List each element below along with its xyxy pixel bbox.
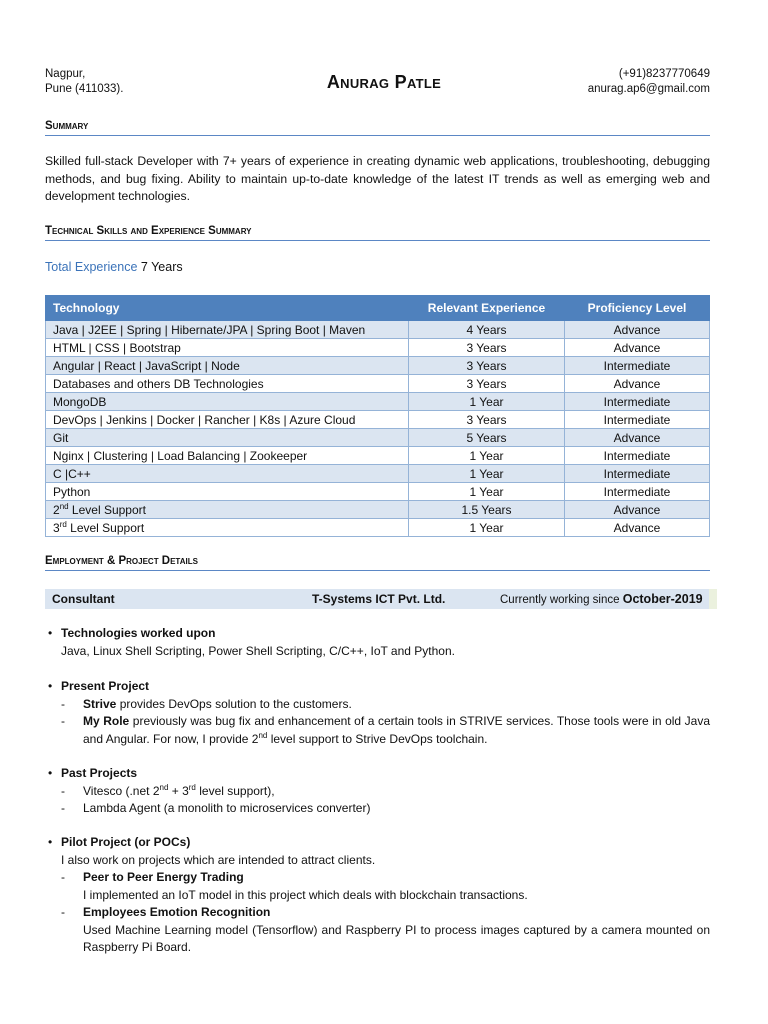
technology-cell: 3rd Level Support [46, 519, 409, 537]
technology-cell: C |C++ [46, 465, 409, 483]
employment-start-date: October-2019 [622, 592, 703, 606]
pilot-intro: I also work on projects which are intended to attract clients. [61, 852, 376, 867]
experience-cell: 5 Years [409, 429, 565, 447]
experience-cell: 1 Year [409, 483, 565, 501]
table-row [46, 483, 710, 501]
technologies-text: Java, Linux Shell Scripting, Power Shell Scripting, C/C++, IoT and Python. [61, 643, 455, 658]
list-item: - Strive provides DevOps solution to the customers. [61, 696, 352, 711]
proficiency-cell: Intermediate [565, 447, 710, 465]
bar-end-accent [709, 589, 717, 609]
table-row [46, 375, 710, 393]
pilot-2-text: Used Machine Learning model (Tensorflow) and Raspberry PI to process images captured by a camera mounted on Raspberry Pi Board. [83, 922, 710, 954]
table-header-row [46, 296, 710, 321]
table-row [46, 447, 710, 465]
proficiency-cell: Intermediate [565, 393, 710, 411]
column-header-technology: Technology [46, 296, 409, 321]
technology-cell: DevOps | Jenkins | Docker | Rancher | K8s | Azure Cloud [46, 411, 409, 429]
technology-cell: MongoDB [46, 393, 409, 411]
technology-cell: Nginx | Clustering | Load Balancing | Zookeeper [46, 447, 409, 465]
skills-heading: Technical Skills and Experience Summary [45, 225, 710, 241]
past-projects-block [45, 765, 710, 818]
proficiency-cell: Advance [565, 519, 710, 537]
technology-cell: Databases and others DB Technologies [46, 375, 409, 393]
list-item: - My Role previously was bug fix and enhancement of a certain tools in STRIVE services. Those tools were in old Java and Angular. For now, I provide 2nd level support to Strive DevOps toolchain. [61, 714, 710, 746]
technologies-block [45, 625, 710, 660]
table-row [46, 429, 710, 447]
technology-cell: Java | J2EE | Spring | Hibernate/JPA | Spring Boot | Maven [46, 321, 409, 339]
present-project-block [45, 678, 710, 748]
proficiency-cell: Advance [565, 429, 710, 447]
technology-cell: HTML | CSS | Bootstrap [46, 339, 409, 357]
job-summary-bar [45, 589, 717, 609]
experience-cell: 4 Years [409, 321, 565, 339]
experience-cell: 1 Year [409, 519, 565, 537]
table-row [46, 321, 710, 339]
proficiency-cell: Intermediate [565, 357, 710, 375]
technology-cell: Python [46, 483, 409, 501]
list-item: - Vitesco (.net 2nd + 3rd level support), [61, 782, 275, 798]
proficiency-cell: Advance [565, 339, 710, 357]
experience-cell: 1 Year [409, 447, 565, 465]
total-experience-label: Total Experience [45, 260, 138, 274]
total-experience [45, 260, 183, 274]
proficiency-cell: Advance [565, 501, 710, 519]
total-experience-value: 7 Years [140, 260, 183, 274]
table-row [46, 339, 710, 357]
experience-cell: 3 Years [409, 411, 565, 429]
summary-heading: Summary [45, 120, 710, 136]
experience-cell: 1 Year [409, 465, 565, 483]
candidate-name: Anurag Patle [326, 72, 442, 92]
proficiency-cell: Intermediate [565, 465, 710, 483]
table-row [46, 465, 710, 483]
experience-cell: 1.5 Years [409, 501, 565, 519]
experience-cell: 1 Year [409, 393, 565, 411]
contact [588, 67, 710, 97]
proficiency-cell: Intermediate [565, 483, 710, 501]
employment-heading: Employment & Project Details [45, 555, 710, 571]
list-item: - Employees Emotion Recognition [61, 905, 271, 919]
email-address: anurag.ap6@gmail.com [587, 83, 710, 95]
proficiency-cell: Advance [565, 321, 710, 339]
present-project-heading: • Present Project [48, 679, 150, 693]
experience-cell: 3 Years [409, 339, 565, 357]
technology-cell: Angular | React | JavaScript | Node [46, 357, 409, 375]
technology-cell: 2nd Level Support [46, 501, 409, 519]
technologies-heading: • Technologies worked upon [48, 626, 216, 640]
company-name: T-Systems ICT Pvt. Ltd. [312, 592, 446, 606]
list-item: - Peer to Peer Energy Trading [61, 870, 244, 884]
table-row [46, 393, 710, 411]
pilot-projects-heading: • Pilot Project (or POCs) [48, 835, 191, 849]
column-header-experience: Relevant Experience [409, 296, 565, 321]
skills-table [45, 295, 710, 537]
employment-since: Currently working since October-2019 [500, 592, 703, 606]
pilot-projects-block [45, 834, 710, 957]
past-projects-heading: • Past Projects [48, 766, 138, 780]
experience-cell: 3 Years [409, 357, 565, 375]
table-row [46, 519, 710, 537]
address-line1: Nagpur, [45, 68, 86, 80]
column-header-proficiency: Proficiency Level [565, 296, 710, 321]
job-role: Consultant [52, 592, 115, 606]
pilot-1-text: I implemented an IoT model in this project which deals with blockchain transactions. [83, 887, 528, 902]
list-item: - Lambda Agent (a monolith to microservices converter) [61, 801, 371, 815]
proficiency-cell: Advance [565, 375, 710, 393]
table-row [46, 501, 710, 519]
phone-number: (+91)8237770649 [618, 68, 710, 80]
technology-cell: Git [46, 429, 409, 447]
address-line2: Pune (411033). [45, 83, 124, 95]
experience-cell: 3 Years [409, 375, 565, 393]
summary-text: Skilled full-stack Developer with 7+ years of experience in creating dynamic web applications, troubleshooting, debugging methods, and bug fixing. Ability to maintain up-to-date knowledge of the latest IT trends as well as emerging web and development technologies. [45, 154, 710, 203]
proficiency-cell: Intermediate [565, 411, 710, 429]
table-row [46, 411, 710, 429]
table-row [46, 357, 710, 375]
